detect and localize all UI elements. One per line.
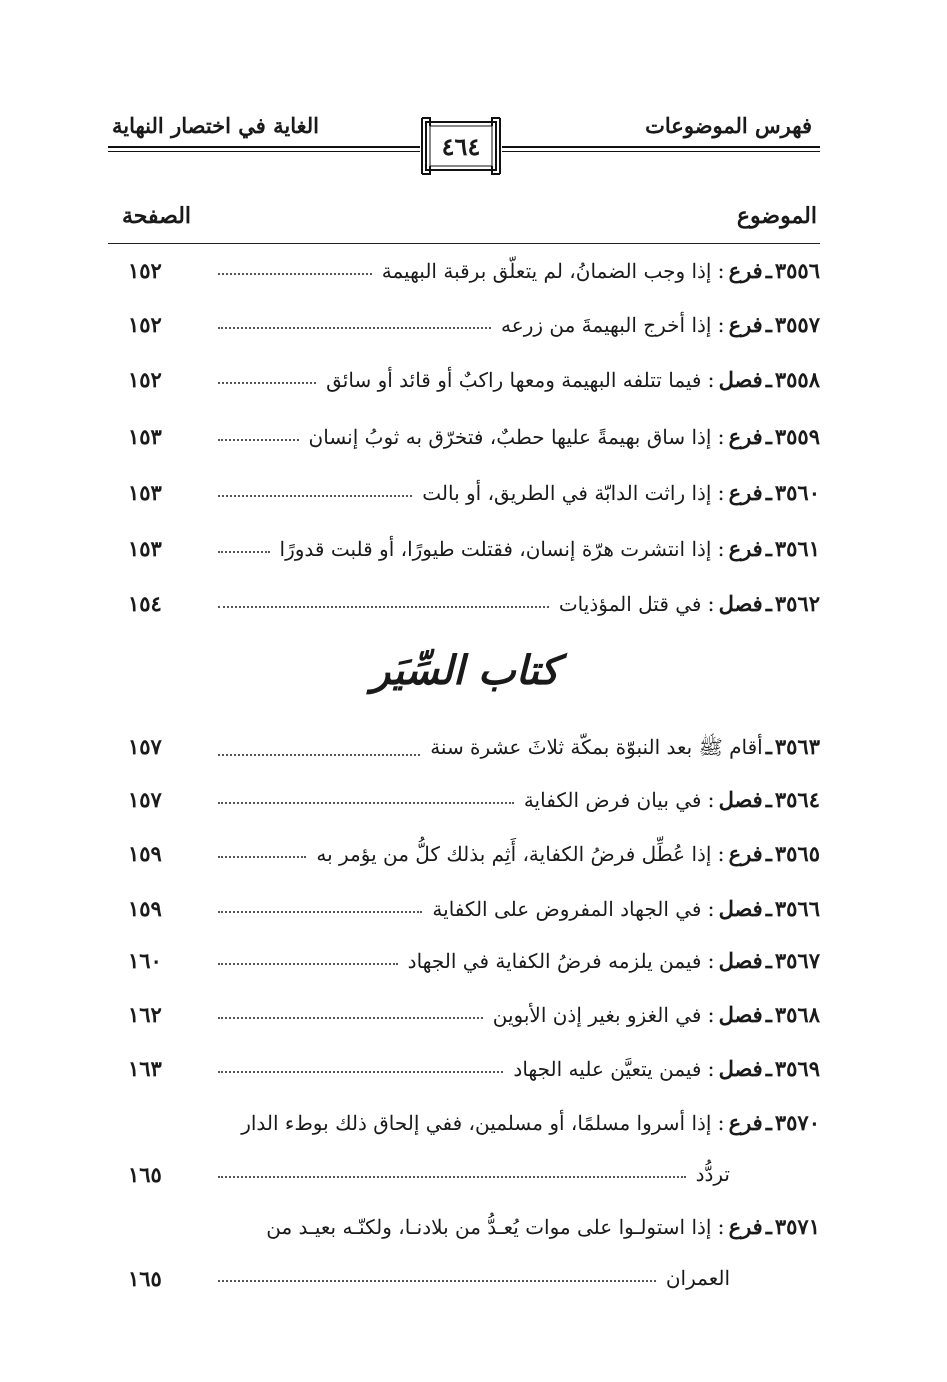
toc-entry-text bbox=[218, 258, 820, 283]
entry-page: ١٥٧ bbox=[128, 734, 162, 759]
entry-colon: : bbox=[717, 1215, 725, 1239]
entry-page: ١٥٩ bbox=[128, 841, 162, 866]
entry-kind: فصل bbox=[718, 1056, 763, 1081]
column-header-subject: الموضوع bbox=[736, 203, 817, 229]
toc-entry bbox=[108, 480, 820, 520]
toc-entry-text bbox=[218, 896, 820, 921]
entry-title-continued: العمران bbox=[665, 1266, 730, 1290]
entry-dash: ـ bbox=[765, 258, 772, 283]
entry-kind: فرع bbox=[728, 258, 763, 283]
entry-number: ٣٥٦٠ bbox=[774, 480, 820, 505]
entry-dash: ـ bbox=[765, 1110, 772, 1135]
entry-colon: : bbox=[707, 949, 715, 973]
book-title-text: كتاب السِّيَر bbox=[370, 647, 559, 694]
entry-number: ٣٥٦٢ bbox=[774, 591, 820, 616]
page-number-frame bbox=[420, 116, 502, 176]
column-header-page: الصفحة bbox=[122, 203, 192, 229]
entry-colon: : bbox=[717, 259, 725, 283]
column-rule bbox=[108, 243, 820, 244]
entry-colon: : bbox=[707, 788, 715, 812]
toc-entry-text bbox=[218, 480, 820, 505]
toc-entry bbox=[108, 1002, 820, 1042]
entry-number: ٣٥٥٩ bbox=[774, 424, 820, 449]
entry-page: ١٥٢ bbox=[128, 367, 162, 392]
entry-title: فيمن يتعيَّن عليه الجهاد bbox=[513, 1057, 702, 1081]
entry-page: ١٥٢ bbox=[128, 258, 162, 283]
entry-page: ١٥٣ bbox=[128, 480, 162, 505]
toc-entry bbox=[108, 787, 820, 827]
entry-page: ١٥٢ bbox=[128, 312, 162, 337]
dot-leader bbox=[218, 550, 270, 553]
dot-leader bbox=[218, 801, 514, 804]
entry-kind: فصل bbox=[718, 591, 763, 616]
entry-dash: ـ bbox=[765, 536, 772, 561]
entry-title: إذا استولـوا على موات يُعـدُّ من بلادنـا، ولكنّـه بعيـد من bbox=[266, 1215, 712, 1239]
toc-entry-text bbox=[218, 424, 820, 449]
entry-number: ٣٥٧١ bbox=[774, 1214, 820, 1239]
dot-leader bbox=[218, 910, 422, 913]
entry-number: ٣٥٥٨ bbox=[774, 367, 820, 392]
dot-leader bbox=[218, 326, 491, 329]
toc-entry-line2 bbox=[218, 1162, 730, 1186]
entry-dash: ـ bbox=[765, 367, 772, 392]
entry-page: ١٦٥ bbox=[128, 1162, 162, 1187]
toc-entry bbox=[108, 312, 820, 352]
dot-leader bbox=[218, 753, 420, 756]
entry-title: في الجهاد المفروض على الكفاية bbox=[432, 897, 702, 921]
toc-entry-text bbox=[218, 948, 820, 973]
toc-entry bbox=[108, 367, 820, 407]
dot-leader bbox=[218, 494, 412, 497]
entry-dash: ـ bbox=[765, 424, 772, 449]
entry-colon: : bbox=[717, 1111, 725, 1135]
dot-leader bbox=[218, 1279, 656, 1282]
entry-colon: : bbox=[717, 481, 725, 505]
entry-colon: : bbox=[717, 537, 725, 561]
toc-entry-text bbox=[218, 1056, 820, 1081]
entry-title: في الغزو بغير إذن الأبوين bbox=[492, 1003, 702, 1027]
toc-entry bbox=[108, 734, 820, 774]
entry-page: ١٦٥ bbox=[128, 1266, 162, 1291]
entry-colon: : bbox=[707, 897, 715, 921]
entry-title: إذا أسروا مسلمًا، أو مسلمين، ففي إلحاق ذلك بوطء الدار bbox=[241, 1111, 712, 1135]
entry-page: ١٦٣ bbox=[128, 1056, 162, 1081]
entry-page: ١٥٩ bbox=[128, 896, 162, 921]
toc-entry-line1 bbox=[218, 1110, 820, 1135]
entry-number: ٣٥٦٩ bbox=[774, 1056, 820, 1081]
running-title-book: الغاية في اختصار النهاية bbox=[112, 113, 319, 138]
entry-colon: : bbox=[717, 842, 725, 866]
toc-entry-line1 bbox=[218, 1214, 820, 1239]
toc-entry-line2 bbox=[218, 1266, 730, 1290]
book-title bbox=[320, 636, 610, 716]
entry-title: إذا عُطِّل فرضُ الكفاية، أَثِم بذلك كلُّ من يؤمر به bbox=[316, 842, 712, 866]
dot-leader bbox=[218, 438, 299, 441]
entry-dash: ـ bbox=[765, 948, 772, 973]
entry-dash: ـ bbox=[765, 1214, 772, 1239]
entry-title: في قتل المؤذيات bbox=[558, 592, 702, 616]
entry-colon: : bbox=[707, 1057, 715, 1081]
entry-page: ١٥٣ bbox=[128, 536, 162, 561]
entry-number: ٣٥٥٧ bbox=[774, 312, 820, 337]
toc-entry-text bbox=[218, 734, 820, 764]
entry-dash: ـ bbox=[765, 1002, 772, 1027]
entry-kind: فصل bbox=[718, 787, 763, 812]
entry-kind: فصل bbox=[718, 896, 763, 921]
entry-title: فيما تتلفه البهيمة ومعها راكبٌ أو قائد أو سائق bbox=[326, 368, 702, 392]
toc-entry-text bbox=[218, 591, 820, 616]
dot-leader bbox=[218, 962, 398, 965]
entry-dash: ـ bbox=[765, 841, 772, 866]
entry-kind: فصل bbox=[718, 1002, 763, 1027]
entry-kind: فصل bbox=[718, 948, 763, 973]
entry-number: ٣٥٥٦ bbox=[774, 258, 820, 283]
page-number: ٤٦٤ bbox=[441, 132, 481, 161]
entry-title-continued: تردُّد bbox=[695, 1162, 730, 1186]
entry-title: في بيان فرض الكفاية bbox=[523, 788, 702, 812]
entry-dash: ـ bbox=[765, 896, 772, 921]
toc-entry-text bbox=[218, 312, 820, 337]
toc-entry-text bbox=[218, 841, 820, 866]
entry-title: إذا انتشرت هرّة إنسان، فقتلت طيورًا، أو قلبت قدورًا bbox=[279, 537, 712, 561]
entry-title: إذا أخرج البهيمةَ من زرعه bbox=[501, 313, 712, 337]
toc-entry-text bbox=[218, 367, 820, 392]
entry-number: ٣٥٦٣ bbox=[774, 734, 820, 759]
dot-leader bbox=[218, 1175, 686, 1178]
entry-kind: فرع bbox=[728, 1214, 763, 1239]
entry-title: أقام ﷺ بعد النبوّة بمكّة ثلاثَ عشرة سنة bbox=[430, 735, 763, 759]
entry-page: ١٥٣ bbox=[128, 424, 162, 449]
entry-colon: : bbox=[717, 425, 725, 449]
toc-entry bbox=[108, 841, 820, 881]
dot-leader bbox=[218, 272, 372, 275]
entry-number: ٣٥٦٥ bbox=[774, 841, 820, 866]
dot-leader bbox=[218, 1016, 483, 1019]
toc-entry bbox=[108, 258, 820, 298]
dot-leader bbox=[218, 1070, 503, 1073]
dot-leader bbox=[218, 605, 549, 608]
entry-dash: ـ bbox=[765, 787, 772, 812]
entry-dash: ـ bbox=[765, 734, 772, 759]
entry-title: فيمن يلزمه فرضُ الكفاية في الجهاد bbox=[407, 949, 702, 973]
entry-dash: ـ bbox=[765, 1056, 772, 1081]
entry-number: ٣٥٦٧ bbox=[774, 948, 820, 973]
entry-number: ٣٥٦٦ bbox=[774, 896, 820, 921]
entry-kind: فرع bbox=[728, 424, 763, 449]
entry-title: إذا وجب الضمانُ، لم يتعلّق برقبة البهيمة bbox=[381, 259, 712, 283]
entry-dash: ـ bbox=[765, 591, 772, 616]
toc-entry bbox=[108, 948, 820, 988]
toc-entry-text bbox=[218, 536, 820, 561]
entry-page: ١٥٧ bbox=[128, 787, 162, 812]
entry-kind: فرع bbox=[728, 536, 763, 561]
entry-kind: فرع bbox=[728, 841, 763, 866]
entry-dash: ـ bbox=[765, 312, 772, 337]
entry-number: ٣٥٦٨ bbox=[774, 1002, 820, 1027]
entry-kind: فرع bbox=[728, 312, 763, 337]
toc-entry-text bbox=[218, 787, 820, 812]
entry-colon: : bbox=[717, 313, 725, 337]
dot-leader bbox=[218, 855, 306, 858]
entry-colon: : bbox=[707, 592, 715, 616]
entry-kind: فصل bbox=[718, 367, 763, 392]
entry-number: ٣٥٦١ bbox=[774, 536, 820, 561]
toc-entry bbox=[108, 591, 820, 631]
entry-kind: فرع bbox=[728, 1110, 763, 1135]
entry-page: ١٦٢ bbox=[128, 1002, 162, 1027]
dot-leader bbox=[218, 381, 316, 384]
entry-title: إذا ساق بهيمةً عليها حطبٌ، فتخرّق به ثوبُ إنسان bbox=[308, 425, 712, 449]
toc-entry bbox=[108, 424, 820, 464]
entry-title: إذا راثت الدابّة في الطريق، أو بالت bbox=[422, 481, 712, 505]
entry-colon: : bbox=[707, 1003, 715, 1027]
toc-entry bbox=[108, 896, 820, 936]
entry-page: ١٥٤ bbox=[128, 591, 162, 616]
running-title-section: فهرس الموضوعات bbox=[645, 113, 812, 138]
toc-entry bbox=[108, 1056, 820, 1096]
entry-kind: فرع bbox=[728, 480, 763, 505]
toc-entry-text bbox=[218, 1002, 820, 1027]
toc-entry bbox=[108, 536, 820, 576]
entry-number: ٣٥٧٠ bbox=[774, 1110, 820, 1135]
entry-page: ١٦٠ bbox=[128, 948, 162, 973]
entry-colon: : bbox=[707, 368, 715, 392]
entry-dash: ـ bbox=[765, 480, 772, 505]
entry-number: ٣٥٦٤ bbox=[774, 787, 820, 812]
